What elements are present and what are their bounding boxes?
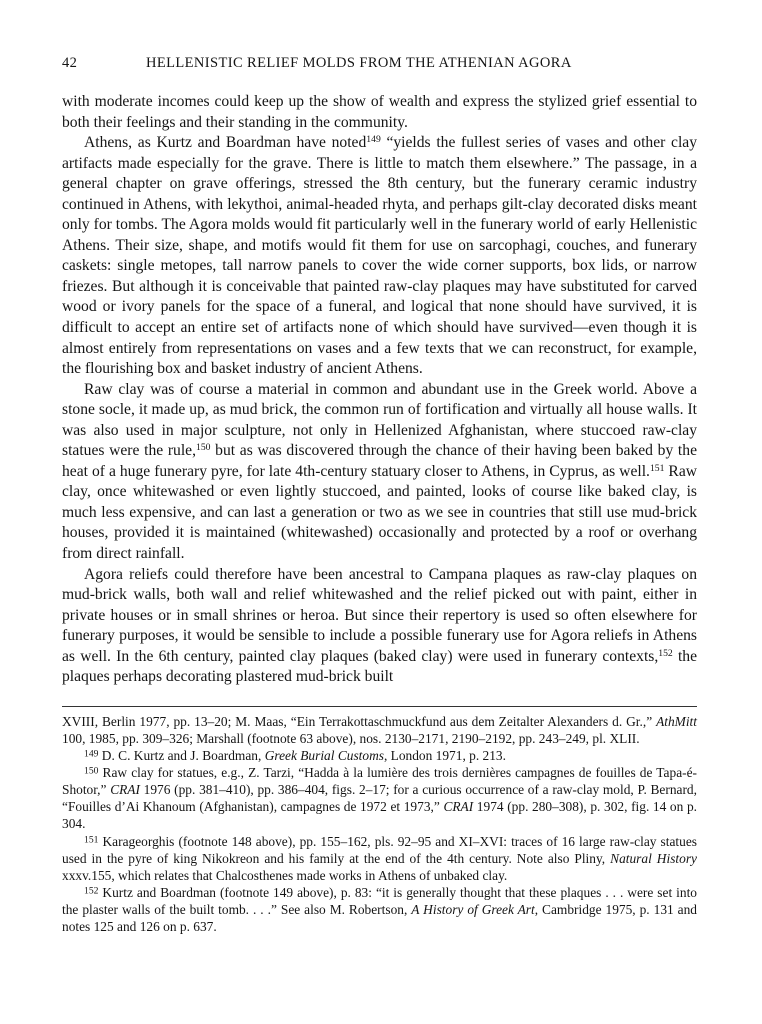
- footnote-cont-text-b: 100, 1985, pp. 309–326; Marshall (footnote 63 above), nos. 2130–2171, 2190–2192, pp. 243–249, pl. XLII.: [62, 730, 640, 746]
- footnote-number-149: 149: [84, 748, 99, 760]
- footnote-149-text-b: , London 1971, p. 213.: [383, 748, 506, 764]
- paragraph-2-text-a: Athens, as Kurtz and Boardman have noted: [84, 134, 367, 152]
- paragraph-3-text-c: Raw clay, once whitewashed or even lightly stuccoed, and painted, looks of course like baked clay, is much less expensive, and can last a generation or two as we see in countries that still use mud-brick houses, provided it is maintained (whitewashed) occasionally and protected by a roof or overhang from direct rainfall.: [62, 462, 698, 563]
- footnote-152: [62, 884, 697, 935]
- footnote-continuation: [62, 713, 697, 747]
- page-number: 42: [62, 55, 78, 71]
- footnote-150-journal-2: CRAI: [443, 799, 474, 815]
- footnote-divider: [62, 706, 697, 707]
- footnote-ref-149[interactable]: 149: [366, 134, 381, 146]
- running-title: HELLENISTIC RELIEF MOLDS FROM THE ATHENIAN AGORA: [146, 55, 572, 71]
- footnote-150-text-c: 1974 (pp. 280–308), p. 302, fig. 14 on p. 304.: [62, 799, 697, 832]
- footnote-150: [62, 764, 697, 832]
- footnote-151-title: Natural History: [610, 850, 697, 866]
- footnote-152-text-a: Kurtz and Boardman (footnote 149 above), p. 83: “it is generally thought that these plaques . . . were set into the plaster walls of the built tomb. . . .” See also M. Robertson,: [62, 884, 697, 917]
- footnotes: [62, 713, 697, 935]
- footnote-151-text-b: xxxv.155, which relates that Chalcosthenes made works in Athens of unbaked clay.: [62, 867, 508, 883]
- footnote-149-title: Greek Burial Customs: [264, 748, 384, 764]
- paragraph-1: [62, 92, 697, 133]
- footnote-cont-text-a: XVIII, Berlin 1977, pp. 13–20; M. Maas, “Ein Terrakottaschmuckfund aus dem Zeitalter Alexanders d. Gr.,”: [62, 713, 657, 729]
- footnote-ref-151[interactable]: 151: [649, 463, 665, 475]
- paragraph-3-text-a: Raw clay was of course a material in common and abundant use in the Greek world. Above a stone socle, it made up, as mud brick, the common run of fortification and virtually all house walls. It was also used in major sculpture, not only in Hellenized Afghanistan, where stuccoed raw-clay statues were the rule,: [62, 380, 697, 460]
- footnote-ref-152[interactable]: 152: [658, 647, 673, 659]
- footnote-151-text-a: Karageorghis (footnote 148 above), pp. 155–162, pls. 92–95 and XI–XVI: traces of 16 large raw-clay statues used in the pyre of king Nikokreon and his family at the end of the 4th century. Note also Pliny,: [62, 833, 697, 866]
- paragraph-2-text-b: “yields the fullest series of vases and other clay artifacts made especially for the grave. There is little to match them elsewhere.” The passage, in a general chapter on grave offerings, stressed the 8th century, but the funerary ceramic industry continued in Athens, with lekythoi, animal-headed rhyta, and perhaps gilt-clay decorated disks meant only for tombs. The Agora molds would fit particularly well in the funerary world of early Hellenistic Athens. Their size, shape, and motifs would fit them for use on sarcophagi, couches, and funerary caskets: single metopes, tall narrow panels to cover the wide corner supports, box lids, or narrow friezes. But although it is conceivable that painted raw-clay plaques may have substituted for carved wood or ivory panels for the space of a funeral, and logical that none should have survived, it is difficult to accept an entire set of artifacts none of which should have survived—even though it is almost entirely from representations on vases and a few texts that we can reconstruct, for example, the flourishing box and basket industry of ancient Athens.: [62, 134, 697, 378]
- footnote-150-text-a: Raw clay for statues, e.g., Z. Tarzi, “Hadda à la lumière des trois dernières campagnes de fouilles de Tapa-é-Shotor,”: [62, 765, 697, 798]
- footnote-number-152: 152: [84, 885, 99, 897]
- page: [62, 55, 697, 935]
- paragraph-4-text-b: the plaques perhaps decorating plastered mud-brick built: [62, 647, 697, 686]
- footnote-151: [62, 833, 697, 884]
- footnote-152-title: A History of Greek Art: [411, 901, 535, 917]
- footnote-150-journal-1: CRAI: [110, 782, 140, 798]
- paragraph-3-text-b: but as was discovered through the chance of their having been baked by the heat of a huge funerary pyre, for late 4th-century statuary closer to Athens, in Cyprus, as well.: [62, 442, 697, 480]
- footnote-150-text-b: 1976 (pp. 381–410), pp. 386–404, figs. 2–17; for a curious occurrence of a raw-clay mold, P. Bernard, “Fouilles d’Ai Khanoum (Afghanistan), campagnes de 1972 et 1973,”: [62, 782, 697, 815]
- paragraph-2: [62, 133, 697, 380]
- footnote-ref-150[interactable]: 150: [196, 442, 211, 454]
- footnote-number-150: 150: [84, 765, 99, 777]
- footnote-152-text-b: , Cambridge 1975, p. 131 and notes 125 and 126 on p. 637.: [62, 901, 698, 934]
- footnote-cont-journal: AthMitt: [656, 713, 697, 729]
- paragraph-1-text: with moderate incomes could keep up the show of wealth and express the stylized grief essential to both their feelings and their standing in the community.: [62, 93, 697, 131]
- paragraph-4-text-a: Agora reliefs could therefore have been ancestral to Campana plaques as raw-clay plaques on mud-brick walls, both wall and relief whitewashed and the relief picked out with paint, either in private houses or in small shrines or heroa. But since their repertory is used so often elsewhere for funerary purposes, it would be sensible to include a possible funerary use for Agora reliefs in Athens as well. In the 6th century, painted clay plaques (baked clay) were used in funerary contexts,: [62, 565, 697, 665]
- running-header: [62, 55, 697, 77]
- body-text: [62, 92, 697, 688]
- paragraph-4: [62, 565, 697, 688]
- footnote-149-text-a: D. C. Kurtz and J. Boardman,: [98, 748, 265, 764]
- footnote-number-151: 151: [84, 834, 99, 846]
- paragraph-3: [62, 380, 697, 565]
- footnote-149: [62, 747, 697, 764]
